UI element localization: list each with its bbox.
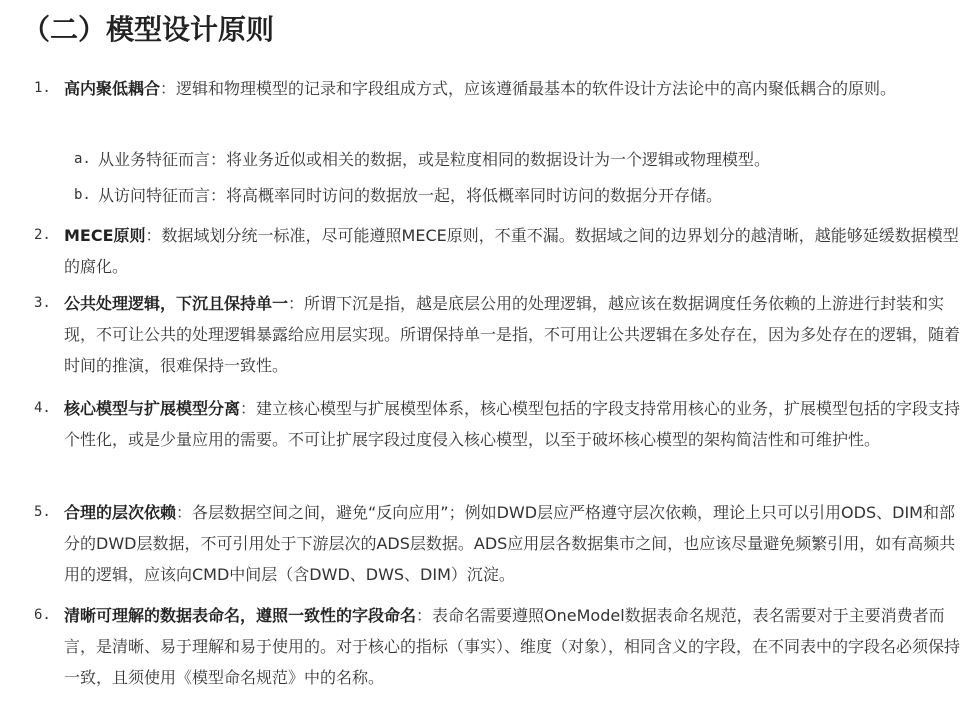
list-item [34,393,969,455]
list-number: 1. [34,80,51,96]
sub-item-text: 从业务特征而言：将业务近似或相关的数据，或是粒度相同的数据设计为一个逻辑或物理模型。 [98,150,771,169]
list-number: 5. [34,504,51,520]
sub-list-item [74,144,964,175]
sub-list-letter: b. [74,187,91,203]
sub-list-item [74,180,964,211]
principle-text: ：表命名需要遵照OneModel数据表命名规范，表名需要对于主要消费者而言，是清晰、易于理解和易于使用的。对于核心的指标（事实）、维度（对象），相同含义的字段，在不同表中的字段名必须保持一致，且须使用《模型命名规范》中的名称。 [64,606,961,687]
principle-term: 清晰可理解的数据表命名，遵照一致性的字段命名 [64,606,417,625]
list-item [34,73,969,104]
principle-term: 公共处理逻辑，下沉且保持单一 [64,294,289,313]
principle-term: MECE原则 [64,226,146,245]
section-title: （二）模型设计原则 [22,13,275,46]
sub-list-letter: a. [74,151,91,167]
list-item [34,220,969,282]
principle-term: 合理的层次依赖 [64,503,177,522]
sub-item-text: 从访问特征而言：将高概率同时访问的数据放一起，将低概率同时访问的数据分开存储。 [98,186,723,205]
principle-text: ：逻辑和物理模型的记录和字段组成方式，应该遵循最基本的软件设计方法论中的高内聚低耦合的原则。 [160,79,897,98]
list-number: 2. [34,227,51,243]
principle-text: ：所谓下沉是指，越是底层公用的处理逻辑，越应该在数据调度任务依赖的上游进行封装和实现，不可让公共的处理逻辑暴露给应用层实现。所谓保持单一是指，不可用让公共逻辑在多处存在，因为多处存在的逻辑，随着时间的推演，很难保持一致性。 [64,294,961,375]
principle-text: ：建立核心模型与扩展模型体系，核心模型包括的字段支持常用核心的业务，扩展模型包括的字段支持个性化，或是少量应用的需要。不可让扩展字段过度侵入核心模型，以至于破坏核心模型的架构简洁性和可维护性。 [64,399,961,449]
principle-text: ：各层数据空间之间，避免“反向应用”；例如DWD层应严格遵守层次依赖，理论上只可以引用ODS、DIM和部分的DWD层数据，不可引用处于下游层次的ADS层数据。ADS应用层各数据集市之间，也应该尽量避免频繁引用，如有高频共用的逻辑，应该向CMD中间层（含DWD、DWS、DIM）沉淀。 [64,503,956,584]
list-item [34,497,969,590]
principle-term: 高内聚低耦合 [64,79,161,98]
principle-text: ：数据域划分统一标准，尽可能遵照MECE原则，不重不漏。数据域之间的边界划分的越清晰，越能够延缓数据模型的腐化。 [64,226,959,276]
list-item [34,600,969,693]
list-number: 6. [34,607,51,623]
list-item [34,288,969,381]
list-number: 3. [34,295,51,311]
list-number: 4. [34,400,51,416]
principle-term: 核心模型与扩展模型分离 [64,399,241,418]
